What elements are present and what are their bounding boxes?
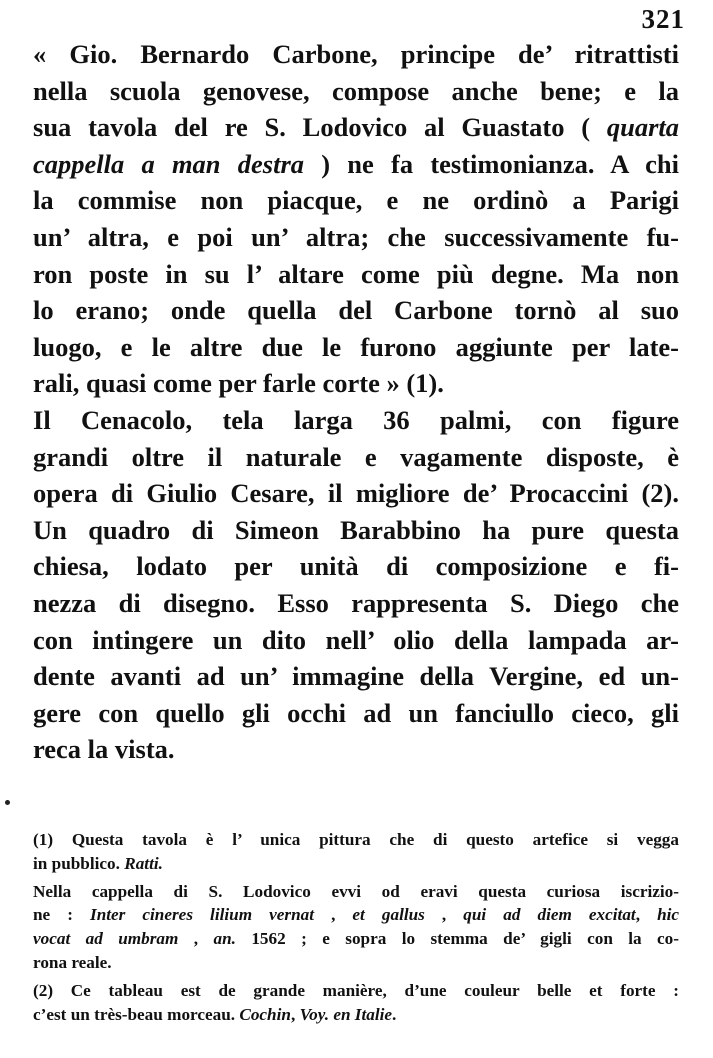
text-segment: Nella cappella di S. Lodovico evvi od eravi questa curiosa iscrizio- <box>33 881 679 901</box>
text-segment: chiesa, lodato per unità di composizione e fi- <box>33 551 679 582</box>
footnote-line <box>33 1003 679 1027</box>
text-segment: ) ne fa testimonianza. A chi <box>304 148 679 179</box>
footnotes <box>33 828 679 1026</box>
italic-text: Inter cineres lilium vernat <box>90 905 315 925</box>
footnote-line <box>33 880 679 904</box>
italic-text: et gallus <box>352 905 425 925</box>
text-segment: , <box>635 905 658 925</box>
text-segment: (2) Ce tableau est de grande manière, d’une couleur belle et forte : <box>33 980 679 1000</box>
text-segment: grandi oltre il naturale e vagamente disposte, è <box>33 441 679 472</box>
text-line <box>33 512 679 549</box>
text-line <box>33 182 679 219</box>
text-segment: ron poste in su l’ altare come più degne. Ma non <box>33 258 679 289</box>
footnote-line <box>33 852 679 876</box>
text-line <box>33 109 679 146</box>
text-segment: luogo, e le altre due le furono aggiunte per late- <box>33 331 679 362</box>
italic-text: Cochin <box>239 1004 291 1024</box>
text-line <box>33 695 679 732</box>
text-segment: 1562 ; e sopra lo stemma de’ gigli con la co- <box>235 929 679 949</box>
text-line <box>33 475 679 512</box>
page-number: 321 <box>641 4 685 34</box>
text-segment: , <box>290 1004 300 1024</box>
text-line <box>33 622 679 659</box>
text-line <box>33 292 679 329</box>
italic-text: an. <box>213 929 236 949</box>
text-segment: in pubblico. <box>33 853 125 873</box>
text-line <box>33 365 679 402</box>
text-line <box>33 219 679 256</box>
text-segment: rali, quasi come per farle corte » (1). <box>33 368 444 399</box>
text-segment: lo erano; onde quella del Carbone tornò al suo <box>33 295 679 326</box>
footnote-line <box>33 927 679 951</box>
paragraph-quote <box>33 36 679 402</box>
text-line <box>33 256 679 293</box>
footnote-line <box>33 979 679 1003</box>
italic-text: cappella a man destra <box>33 148 305 179</box>
footnote-inscription <box>33 880 679 975</box>
text-segment: (1) Questa tavola è l’ unica pittura che di questo artefice si vegga <box>33 830 679 849</box>
italic-text: vocat ad umbram <box>33 929 179 949</box>
text-segment: rona reale. <box>33 952 112 972</box>
italic-text: Voy. <box>299 1004 330 1024</box>
text-segment: con intingere un dito nell’ olio della lampada ar- <box>33 624 679 655</box>
text-segment: opera di Giulio Cesare, il migliore de’ Procaccini (2). <box>33 478 679 509</box>
footnote-line <box>33 951 679 975</box>
text-segment: , <box>178 929 214 949</box>
text-line <box>33 731 679 768</box>
text-segment: Il Cenacolo, tela larga 36 palmi, con figure <box>33 404 679 435</box>
text-line <box>33 146 679 183</box>
italic-text: Ratti. <box>124 853 163 873</box>
footnote-line <box>33 828 679 852</box>
text-segment: Un quadro di Simeon Barabbino ha pure questa <box>33 514 679 545</box>
text-segment: la commise non piacque, e ne ordinò a Parigi <box>33 185 679 216</box>
text-segment: nezza di disegno. Esso rappresenta S. Diego che <box>33 587 679 618</box>
text-line <box>33 73 679 110</box>
text-segment: gere con quello gli occhi ad un fanciullo cieco, gli <box>33 697 679 728</box>
text-segment: c’est un très-beau morceau. <box>33 1004 240 1024</box>
text-segment: nella scuola genovese, compose anche bene; e la <box>33 75 679 106</box>
text-line <box>33 439 679 476</box>
main-text <box>33 36 679 768</box>
text-segment: sua tavola del re S. Lodovico al Guastato ( <box>33 112 607 143</box>
text-line <box>33 548 679 585</box>
italic-text: hic <box>657 905 680 925</box>
text-line <box>33 402 679 439</box>
text-segment: un’ altra, e poi un’ altra; che successivamente fu- <box>33 221 679 252</box>
italic-text: qui ad diem excitat <box>463 905 636 925</box>
text-line <box>33 658 679 695</box>
text-segment: dente avanti ad un’ immagine della Vergine, ed un- <box>33 661 679 692</box>
text-segment: reca la vista. <box>33 734 175 765</box>
text-line <box>33 585 679 622</box>
text-segment: « Gio. Bernardo Carbone, principe de’ ritrattisti <box>33 39 679 69</box>
text-line <box>33 329 679 366</box>
italic-text: en Italie <box>333 1004 393 1024</box>
footnote-line <box>33 903 679 927</box>
margin-mark <box>5 800 10 805</box>
text-segment: ne : <box>33 905 91 925</box>
paragraph-cenacolo <box>33 402 679 768</box>
text-segment: , <box>314 905 353 925</box>
text-line <box>33 36 679 73</box>
text-segment: , <box>424 905 464 925</box>
footnote-2 <box>33 979 679 1027</box>
italic-text: quarta <box>606 112 679 143</box>
footnote-1 <box>33 828 679 876</box>
text-segment: . <box>392 1004 397 1024</box>
